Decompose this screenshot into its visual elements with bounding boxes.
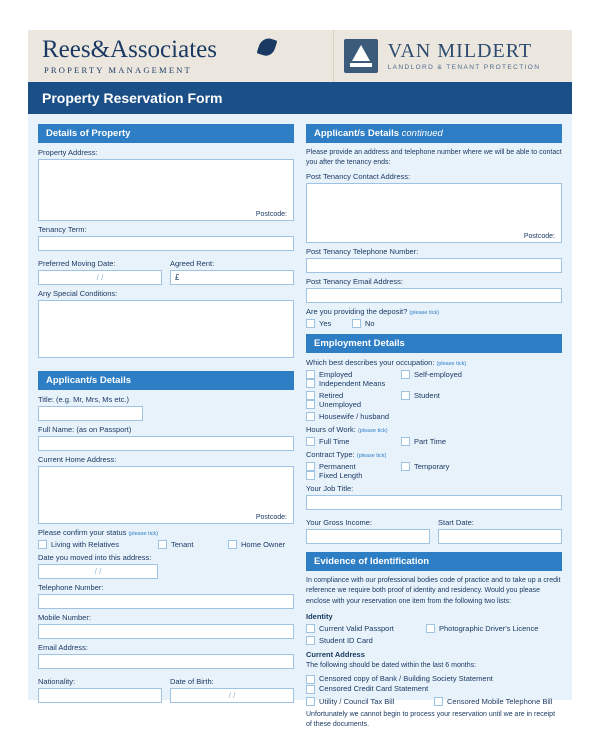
hours-options-row [306, 437, 562, 446]
checkbox-icon[interactable] [38, 540, 47, 549]
occupation-option-student[interactable] [401, 391, 496, 400]
postcode-label: Postcode: [255, 211, 287, 218]
checkbox-icon[interactable] [401, 391, 410, 400]
nationality-label: Nationality: [38, 677, 76, 686]
nationality-input[interactable] [38, 688, 162, 703]
identity-option-label: Student ID Card [319, 635, 373, 645]
partner-name: VAN MILDERT [387, 40, 533, 62]
occupation-option-label: Employed [319, 370, 353, 380]
current-address-options-row-1 [306, 674, 562, 694]
contract-options-row [306, 462, 562, 480]
property-address-input[interactable] [38, 159, 294, 221]
deposit-question-label [306, 307, 562, 316]
identity-option-label: Current Valid Passport [319, 623, 394, 633]
checkbox-icon[interactable] [306, 697, 315, 706]
address-option-utility-bill[interactable] [306, 697, 434, 706]
hours-of-work-label [306, 425, 562, 434]
section-title: Applicant/s Details [46, 375, 131, 386]
contract-tick: (please tick) [356, 453, 387, 460]
section-employment-details [306, 334, 562, 353]
deposit-option-label: No [365, 319, 375, 329]
address-option-label: Utility / Council Tax Bill [319, 696, 395, 706]
occupation-options-row-1 [306, 370, 562, 388]
post-tenancy-address-input[interactable] [306, 183, 562, 243]
brand-name: Rees&Associates [42, 36, 217, 63]
post-tenancy-phone-label: Post Tenancy Telephone Number: [306, 247, 419, 257]
preferred-moving-date-label: Preferred Moving Date: [38, 259, 116, 268]
occupation-option-employed[interactable] [306, 370, 401, 379]
section-details-of-property [38, 124, 294, 143]
masthead [28, 30, 572, 82]
occupation-tick: (please tick) [436, 361, 467, 368]
deposit-options-row [306, 319, 562, 328]
left-column [38, 124, 294, 734]
occupation-option-retired[interactable] [306, 391, 401, 400]
date-separators: / / [228, 691, 236, 700]
evidence-footer-text: Unfortunately we cannot begin to process your reservation until we are in receipt of these documents. [306, 710, 556, 728]
date-separators: / / [96, 273, 104, 282]
special-conditions-input[interactable] [38, 300, 294, 358]
title-input[interactable] [38, 406, 143, 421]
address-option-mobile-bill[interactable] [434, 697, 554, 706]
checkbox-icon[interactable] [306, 636, 315, 645]
form-title-bar [28, 82, 572, 114]
occupation-options-row-2 [306, 391, 562, 409]
section-applicant-details [38, 371, 294, 390]
address-option-bank-statement[interactable] [306, 674, 493, 684]
deposit-option-yes[interactable] [306, 319, 352, 328]
date-separators: / / [94, 567, 102, 576]
contract-option-label: Permanent [319, 462, 356, 472]
identity-option-drivers-licence[interactable] [426, 624, 556, 633]
brand-block [28, 30, 333, 82]
special-conditions-label: Any Special Conditions: [38, 289, 118, 298]
identity-options-row-2 [306, 636, 562, 645]
occupation-label [306, 358, 562, 367]
status-option-tenant[interactable] [158, 540, 228, 549]
checkbox-icon[interactable] [306, 370, 315, 379]
checkbox-icon[interactable] [306, 400, 315, 409]
post-tenancy-email-input[interactable] [306, 288, 562, 303]
checkbox-icon[interactable] [401, 437, 410, 446]
postcode-label: Postcode: [255, 514, 287, 521]
currency-symbol: £ [175, 273, 180, 282]
hours-option-part-time[interactable] [401, 437, 496, 446]
contract-option-label: Temporary [414, 462, 450, 472]
identity-subheading: Identity [306, 611, 333, 621]
confirm-status-tick: (please tick) [128, 531, 159, 537]
gross-income-input[interactable] [306, 529, 430, 544]
van-mildert-logo-icon [344, 39, 378, 73]
form-sheet [28, 30, 572, 728]
hours-tick: (please tick) [357, 428, 388, 435]
property-address-label: Property Address: [38, 148, 98, 157]
contract-option-temporary[interactable] [401, 462, 496, 471]
status-option-label: Home Owner [241, 540, 286, 549]
tenancy-term-input[interactable] [38, 236, 294, 251]
checkbox-icon[interactable] [306, 391, 315, 400]
hours-option-label: Full Time [319, 437, 350, 447]
partner-text [388, 41, 541, 71]
dob-group [170, 673, 294, 703]
gross-income-label: Your Gross Income: [306, 518, 373, 528]
current-address-subheading: Current Address [306, 649, 365, 659]
agreed-rent-input[interactable] [170, 270, 294, 285]
telephone-input[interactable] [38, 594, 294, 609]
page-title: Property Reservation Form [42, 90, 223, 106]
occupation-option-independent-means[interactable] [306, 379, 385, 388]
confirm-status-label [38, 528, 294, 537]
email-label: Email Address: [38, 643, 89, 652]
occupation-option-unemployed[interactable] [306, 400, 376, 409]
occupation-option-label: Student [414, 391, 440, 401]
postcode-label: Postcode: [523, 233, 555, 241]
title-label: Title: (e.g. Mr, Mrs, Ms etc.) [38, 395, 129, 404]
right-column [306, 124, 562, 734]
identity-options-row-1 [306, 624, 562, 633]
section-title: Details of Property [46, 128, 131, 139]
email-input[interactable] [38, 654, 294, 669]
deposit-tick: (please tick) [409, 310, 440, 317]
checkbox-icon[interactable] [434, 697, 443, 706]
current-address-options-row-2 [306, 697, 562, 706]
preferred-moving-date-input[interactable] [38, 270, 162, 285]
status-option-living-with-relatives[interactable] [38, 540, 158, 549]
checkbox-icon[interactable] [306, 412, 315, 421]
address-option-label: Censored copy of Bank / Building Society Statement [319, 673, 493, 683]
contact-intro-text: Please provide an address and telephone number where we will be able to contact you after the tenancy ends: [306, 149, 562, 167]
partner-subtitle: LANDLORD & TENANT PROTECTION [387, 64, 541, 71]
start-date-group [438, 514, 562, 544]
mobile-label: Mobile Number: [38, 613, 91, 622]
checkbox-icon[interactable] [401, 462, 410, 471]
deposit-question-text: Are you providing the deposit? [306, 307, 408, 317]
address-option-credit-card-statement[interactable] [306, 684, 428, 694]
start-date-label: Start Date: [438, 518, 474, 528]
checkbox-icon[interactable] [306, 624, 315, 633]
checkbox-icon[interactable] [158, 540, 167, 549]
status-option-label: Tenant [171, 540, 194, 549]
identity-option-passport[interactable] [306, 624, 426, 633]
checkbox-icon[interactable] [401, 370, 410, 379]
checkbox-icon[interactable] [426, 624, 435, 633]
checkbox-icon[interactable] [306, 319, 315, 328]
tenancy-term-label: Tenancy Term: [38, 225, 87, 234]
occupation-option-self-employed[interactable] [401, 370, 496, 379]
occupation-options-row-3 [306, 412, 562, 421]
brand-subtitle: PROPERTY MANAGEMENT [44, 65, 192, 75]
checkbox-icon[interactable] [306, 685, 315, 694]
section-evidence-of-identification [306, 552, 562, 571]
occupation-option-label: Unemployed [319, 400, 362, 410]
dob-label: Date of Birth: [170, 677, 214, 686]
current-home-address-label: Current Home Address: [38, 455, 117, 464]
deposit-option-label: Yes [319, 319, 332, 329]
telephone-label: Telephone Number: [38, 583, 104, 592]
occupation-option-label: Retired [319, 391, 344, 401]
post-tenancy-phone-input[interactable] [306, 258, 562, 273]
occupation-option-housewife-husband[interactable] [306, 412, 562, 421]
identity-option-label: Photographic Driver's Licence [439, 623, 539, 633]
status-option-home-owner[interactable] [228, 540, 288, 549]
section-continued-note: continued [401, 128, 443, 139]
spacer [38, 358, 294, 363]
checkbox-icon[interactable] [306, 437, 315, 446]
occupation-option-label: Housewife / husband [319, 412, 390, 422]
job-title-input[interactable] [306, 495, 562, 510]
contract-option-permanent[interactable] [306, 462, 401, 471]
contract-type-label [306, 450, 562, 459]
deposit-option-no[interactable] [352, 319, 392, 328]
gross-income-group [306, 514, 430, 544]
moved-in-date-label: Date you moved into this address: [38, 553, 152, 562]
checkbox-icon[interactable] [352, 319, 361, 328]
agreed-rent-label: Agreed Rent: [170, 259, 215, 268]
mobile-input[interactable] [38, 624, 294, 639]
evidence-intro-text: In compliance with our professional bodies code of practice and to take up a credit reference we require both proof of identity and residency. Would you please enclose with your reservation one item from the following two lists: [306, 577, 561, 605]
current-address-note: The following should be dated within the last 6 months: [306, 661, 477, 669]
section-applicant-details-continued [306, 124, 562, 143]
full-name-input[interactable] [38, 436, 294, 451]
address-option-label: Censored Mobile Telephone Bill [447, 696, 553, 706]
checkbox-icon[interactable] [306, 462, 315, 471]
hours-option-full-time[interactable] [306, 437, 401, 446]
post-tenancy-email-label: Post Tenancy Email Address: [306, 277, 403, 287]
agreed-rent-group [170, 255, 294, 285]
full-name-label: Full Name: (as on Passport) [38, 425, 132, 434]
start-date-input[interactable] [438, 529, 562, 544]
status-option-label: Living with Relatives [51, 540, 119, 549]
section-title: Applicant/s Details [314, 128, 399, 139]
dob-input[interactable] [170, 688, 294, 703]
checkbox-icon[interactable] [306, 675, 315, 684]
identity-option-student-id[interactable] [306, 636, 562, 645]
section-title: Employment Details [314, 338, 405, 350]
job-title-label: Your Job Title: [306, 484, 354, 494]
current-home-address-input[interactable] [38, 466, 294, 524]
partner-block [333, 30, 572, 82]
checkbox-icon[interactable] [306, 471, 315, 480]
moved-in-date-input[interactable] [38, 564, 158, 579]
contract-option-label: Fixed Length [319, 471, 363, 481]
post-tenancy-address-label: Post Tenancy Contact Address: [306, 172, 411, 182]
contract-type-text: Contract Type: [306, 450, 355, 460]
checkbox-icon[interactable] [228, 540, 237, 549]
occupation-option-label: Independent Means [319, 379, 386, 389]
nationality-group [38, 673, 162, 703]
section-title: Evidence of Identification [314, 556, 430, 568]
occupation-option-label: Self-employed [414, 370, 462, 380]
hours-option-label: Part Time [414, 437, 447, 447]
form-columns [28, 114, 572, 734]
address-option-label: Censored Credit Card Statement [319, 683, 429, 693]
checkbox-icon[interactable] [306, 379, 315, 388]
confirm-status-text: Please confirm your status [38, 528, 127, 537]
preferred-moving-date-group [38, 255, 162, 285]
hours-of-work-text: Hours of Work: [306, 425, 356, 435]
contract-option-fixed-length[interactable] [306, 471, 376, 480]
status-options-row [38, 540, 294, 549]
occupation-label-text: Which best describes your occupation: [306, 358, 435, 368]
